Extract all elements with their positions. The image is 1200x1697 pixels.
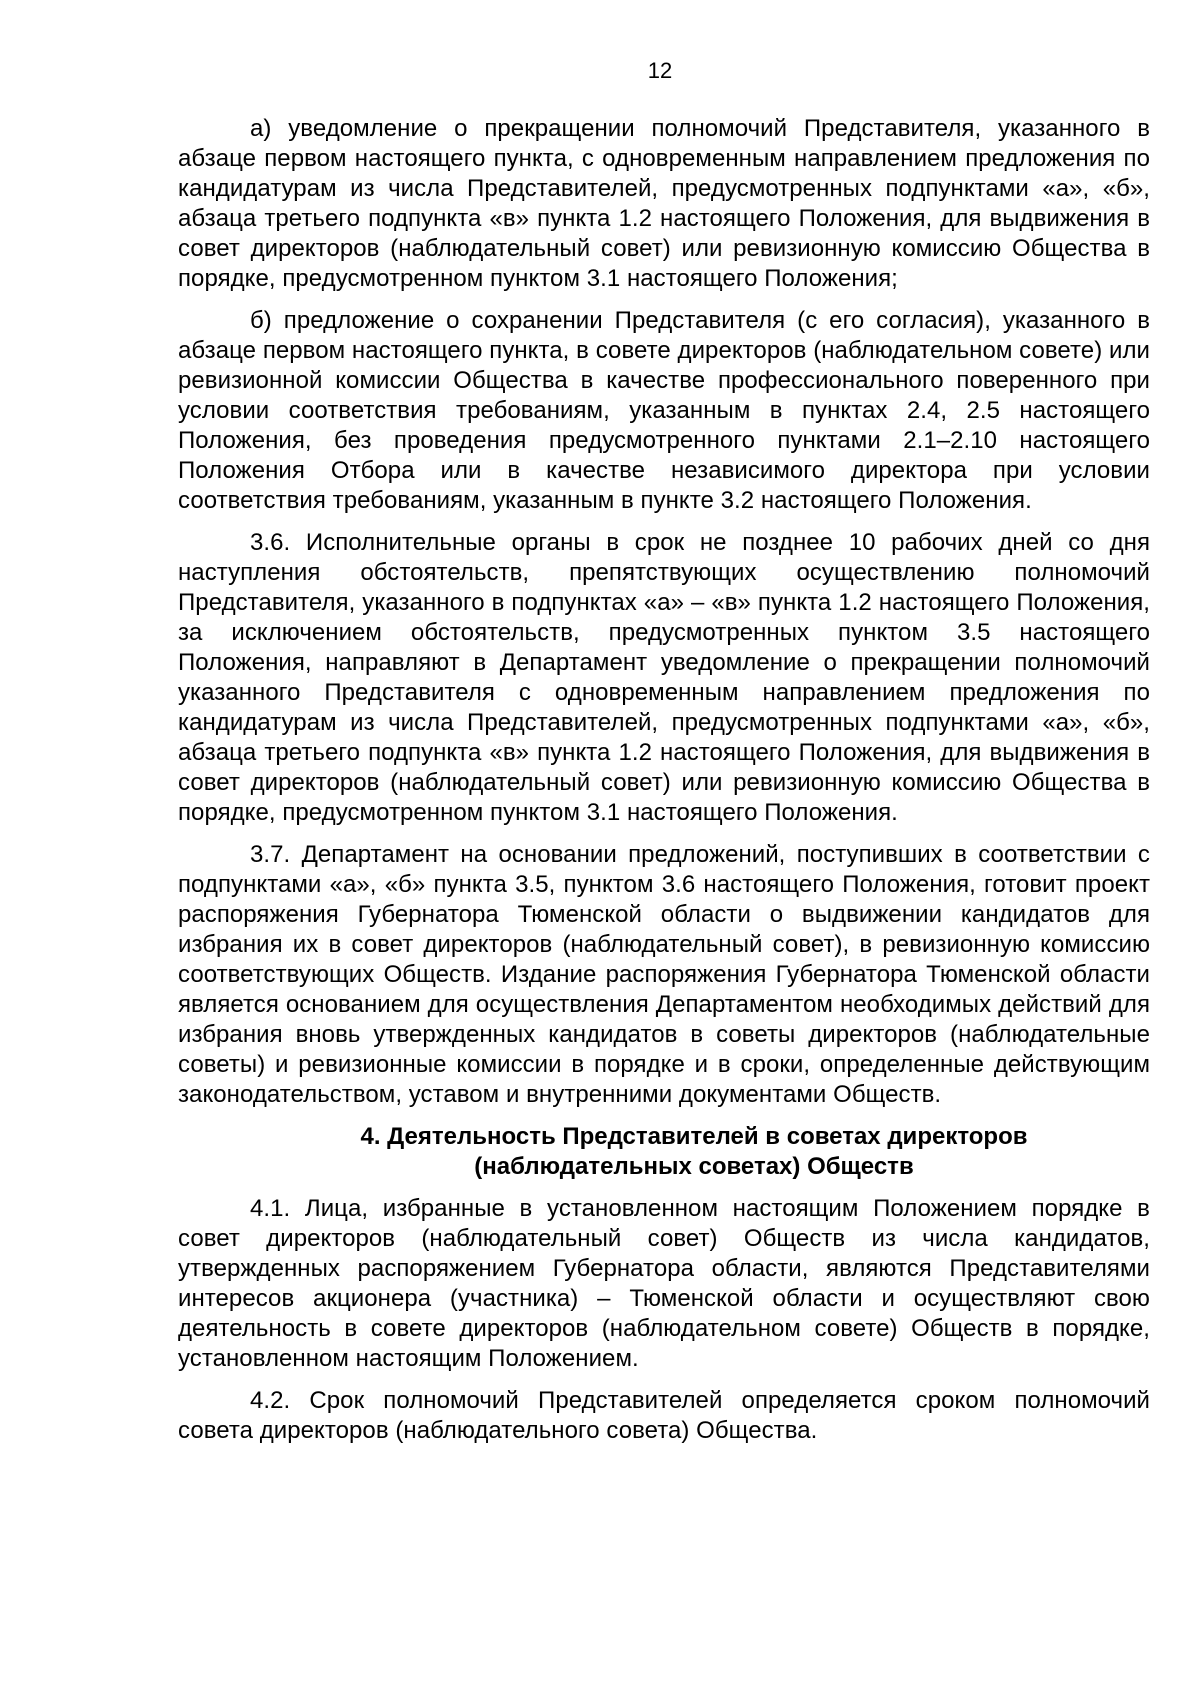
document-body [178,114,1150,1458]
section-heading [178,1122,1150,1182]
paragraph-3-5-b: б) предложение о сохранении Представителя (с его согласия), указанного в абзаце первом настоящего пункта, в совете директоров (наблюдательном совете) или ревизионной комиссии Общества в качестве профессионального поверенного при условии соответствия требованиям, указанным в пунктах 2.4, 2.5 настоящего Положения, без проведения предусмотренного пунктами 2.1–2.10 настоящего Положения Отбора или в качестве независимого директора при условии соответствия требованиям, указанным в пункте 3.2 настоящего Положения. [178,307,1150,514]
paragraph-4-1: 4.1. Лица, избранные в установленном настоящим Положением порядке в совет директоров (наблюдательный совет) Обществ из числа кандидатов, утвержденных распоряжением Губернатора области, являются Представителями интересов акционера (участника) – Тюменской области и осуществляют свою деятельность в совете директоров (наблюдательном совете) Обществ в порядке, установленном настоящим Положением. [178,1195,1150,1372]
paragraph-3-6: 3.6. Исполнительные органы в срок не позднее 10 рабочих дней со дня наступления обстоятельств, препятствующих осуществлению полномочий Представителя, указанного в подпунктах «а» – «в» пункта 1.2 настоящего Положения, за исключением обстоятельств, предусмотренных пунктом 3.5 настоящего Положения, направляют в Департамент уведомление о прекращении полномочий указанного Представителя с одновременным направлением предложения по кандидатурам из числа Представителей, предусмотренных подпунктами «а», «б», абзаца третьего подпункта «в» пункта 1.2 настоящего Положения, для выдвижения в совет директоров (наблюдательный совет) или ревизионную комиссию Общества в порядке, предусмотренном пунктом 3.1 настоящего Положения. [178,529,1150,826]
section-heading-line-1: 4. Деятельность Представителей в советах директоров [360,1123,1028,1150]
section-heading-line-2: (наблюдательных советах) Обществ [474,1153,914,1180]
paragraph-3-5-a: а) уведомление о прекращении полномочий Представителя, указанного в абзаце первом настоящего пункта, с одновременным направлением предложения по кандидатурам из числа Представителей, предусмотренных подпунктами «а», «б», абзаца третьего подпункта «в» пункта 1.2 настоящего Положения, для выдвижения в совет директоров (наблюдательный совет) или ревизионную комиссию Общества в порядке, предусмотренном пунктом 3.1 настоящего Положения; [178,115,1150,292]
page-number: 12 [647,58,673,83]
paragraph-3-7: 3.7. Департамент на основании предложений, поступивших в соответствии с подпунктами «а», «б» пункта 3.5, пунктом 3.6 настоящего Положения, готовит проект распоряжения Губернатора Тюменской области о выдвижении кандидатов для избрания их в совет директоров (наблюдательный совет), в ревизионную комиссию соответствующих Обществ. Издание распоряжения Губернатора Тюменской области является основанием для осуществления Департаментом необходимых действий для избрания вновь утвержденных кандидатов в советы директоров (наблюдательные советы) и ревизионные комиссии в порядке и в сроки, определенные действующим законодательством, уставом и внутренними документами Обществ. [178,841,1150,1108]
paragraph-4-2: 4.2. Срок полномочий Представителей определяется сроком полномочий совета директоров (наблюдательного совета) Общества. [178,1387,1150,1444]
